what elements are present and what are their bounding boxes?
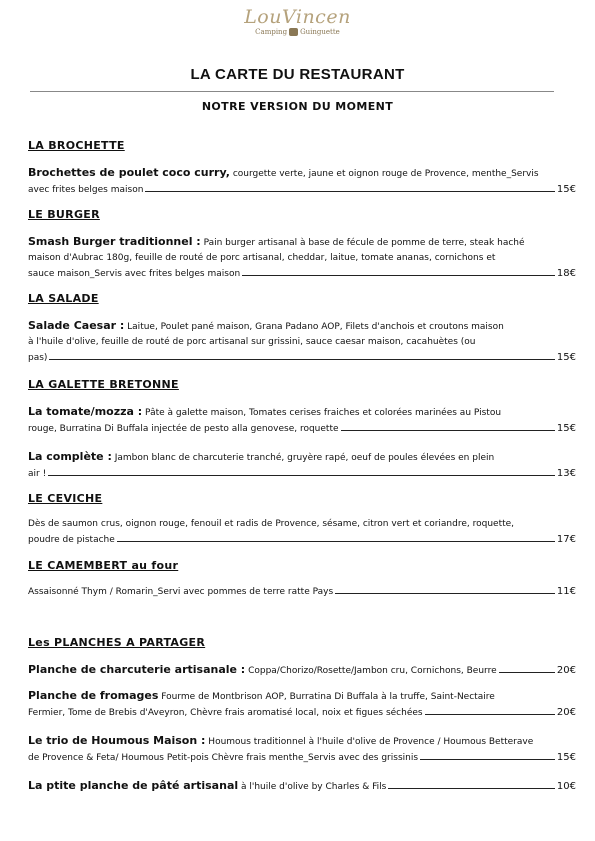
item-description-end: air ! [28, 469, 47, 479]
item-description-end: Fermier, Tome de Brebis d'Aveyron, Chèvre frais aromatisé local, noix et figues séchées [28, 708, 423, 718]
item-price: 15€ [556, 752, 576, 763]
logo-subtitle [0, 28, 595, 37]
item-description: Dès de saumon crus, oignon rouge, fenouil et radis de Provence, sésame, citron vert et coriandre, roquette, [28, 519, 515, 529]
logo-sub-left: Camping [255, 28, 288, 36]
item-description: Laitue, Poulet pané maison, Grana Padano AOP, Filets d'anchois et croutons maison [124, 322, 504, 332]
section-galette: LA GALETTE BRETONNE [28, 378, 179, 391]
menu-item-ceviche [28, 517, 576, 548]
item-name: La ptite planche de pâté artisanal [28, 779, 239, 792]
item-description: Pâte à galette maison, Tomates cerises fraiches et colorées marinées au Pistou [142, 408, 502, 418]
item-price: 18€ [556, 268, 576, 279]
section-ceviche: LE CEVICHE [28, 492, 103, 505]
item-price: 20€ [556, 707, 576, 718]
price-leader [341, 430, 555, 431]
item-name: Salade Caesar : [28, 319, 125, 332]
item-description-end: avec frites belges maison [28, 185, 144, 195]
item-price: 15€ [556, 184, 576, 195]
item-description: Assaisonné Thym / Romarin_Servi avec pommes de terre ratte Pays [28, 587, 334, 597]
price-leader [388, 788, 555, 789]
logo-sub-right: Guinguette [300, 28, 340, 36]
item-description-cont: à l'huile d'olive, feuille de routé de porc artisanal sur grissini, sauce caesar maison, cacahuètes (ou [28, 337, 476, 347]
item-name: Le trio de Houmous Maison : [28, 734, 206, 747]
price-leader [425, 714, 555, 715]
menu-item-fromages [28, 688, 576, 721]
menu-item-pate [28, 778, 576, 795]
section-camembert: LE CAMEMBERT au four [28, 559, 179, 572]
item-price: 13€ [556, 468, 576, 479]
item-description: Fourme de Montbrison AOP, Burratina Di Buffala à la truffe, Saint-Nectaire [158, 692, 495, 702]
item-name: Smash Burger traditionnel : [28, 235, 201, 248]
item-price: 11€ [556, 586, 576, 597]
menu-item-camembert [28, 584, 576, 600]
item-description-end: pas) [28, 353, 48, 363]
section-salade: LA SALADE [28, 292, 99, 305]
section-brochette: LA BROCHETTE [28, 139, 125, 152]
price-leader [420, 759, 555, 760]
menu-item-complete [28, 449, 576, 482]
item-name: Planche de fromages [28, 689, 159, 702]
item-name: Planche de charcuterie artisanale : [28, 663, 246, 676]
menu-item-houmous [28, 733, 576, 766]
price-leader [242, 275, 555, 276]
price-leader [335, 593, 555, 594]
price-leader [499, 672, 555, 673]
item-description: Pain burger artisanal à base de fécule de pomme de terre, steak haché [200, 238, 525, 248]
item-description: courgette verte, jaune et oignon rouge de Provence, menthe_Servis [229, 169, 539, 179]
menu-item-brochette [28, 165, 576, 198]
price-leader [145, 191, 555, 192]
price-leader [117, 541, 555, 542]
item-description-end: sauce maison_Servis avec frites belges maison [28, 269, 241, 279]
item-name: Brochettes de poulet coco curry, [28, 166, 230, 179]
item-price: 17€ [556, 534, 576, 545]
item-description-end: de Provence & Feta/ Houmous Petit-pois Chèvre frais menthe_Servis avec des grissinis [28, 753, 419, 763]
title-divider [30, 91, 554, 92]
item-description-end: rouge, Burratina Di Buffala injectée de pesto alla genovese, roquette [28, 424, 339, 434]
price-leader [48, 475, 555, 476]
tent-icon [289, 28, 298, 36]
section-planches: Les PLANCHES A PARTAGER [28, 636, 206, 649]
menu-item-burger [28, 234, 576, 282]
logo-name: LouVincen [244, 6, 351, 28]
price-leader [49, 359, 554, 360]
item-name: La complète : [28, 450, 112, 463]
item-description: Houmous traditionnel à l'huile d'olive de Provence / Houmous Betterave [205, 737, 534, 747]
item-description-end: poudre de pistache [28, 535, 115, 545]
item-description: Coppa/Chorizo/Rosette/Jambon cru, Cornichons, Beurre [245, 666, 497, 676]
item-price: 20€ [556, 665, 576, 676]
item-name: La tomate/mozza : [28, 405, 143, 418]
menu-item-tomate-mozza [28, 404, 576, 437]
item-description: à l'huile d'olive by Charles & Fils [238, 782, 387, 792]
section-burger: LE BURGER [28, 208, 100, 221]
menu-item-salade [28, 318, 576, 366]
item-description: Jambon blanc de charcuterie tranché, gruyère rapé, oeuf de poules élevées en plein [111, 453, 495, 463]
item-price: 15€ [556, 352, 576, 363]
item-description-cont: maison d'Aubrac 180g, feuille de routé de porc artisanal, cheddar, laitue, tomate ananas, cornichons et [28, 253, 496, 263]
logo [0, 6, 595, 37]
page-title: LA CARTE DU RESTAURANT [190, 66, 405, 83]
page-subtitle: NOTRE VERSION DU MOMENT [201, 100, 394, 113]
menu-item-charcuterie [28, 662, 576, 679]
item-price: 15€ [556, 423, 576, 434]
item-price: 10€ [556, 781, 576, 792]
